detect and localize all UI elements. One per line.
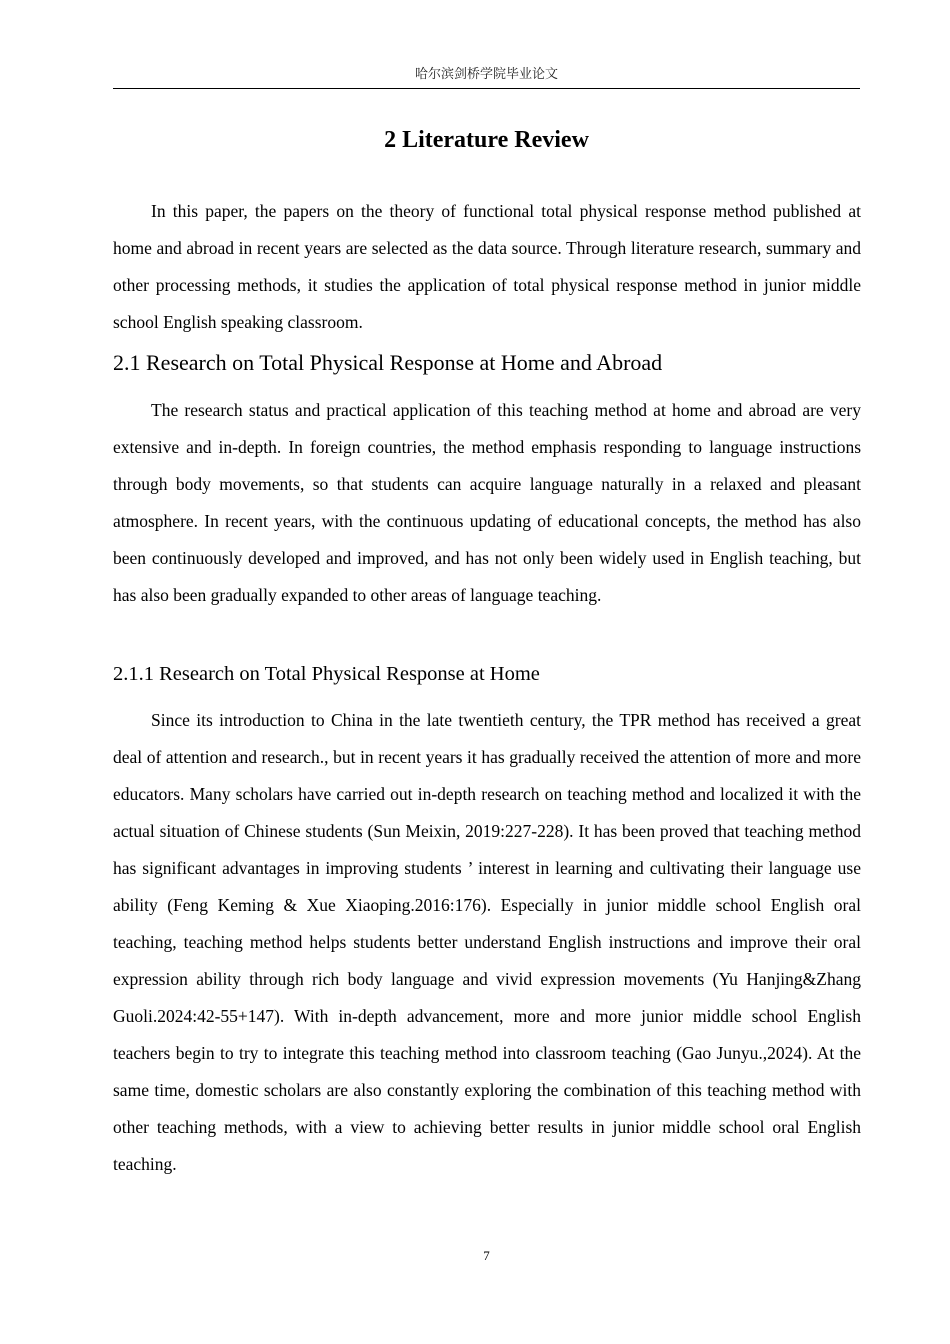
section-heading-2-1-1: 2.1.1 Research on Total Physical Response at Home: [113, 663, 540, 685]
intro-paragraph: In this paper, the papers on the theory of functional total physical response method published at home and abroad in recent years are selected as the data source. Through literature research, summary and other processing methods, it studies the application of total physical response method in junior middle school English speaking classroom.: [113, 201, 861, 332]
page-number: 7: [483, 1248, 490, 1263]
section-heading-2-1: 2.1 Research on Total Physical Response at Home and Abroad: [113, 350, 663, 375]
running-header: 哈尔滨剑桥学院毕业论文: [414, 67, 558, 82]
section-2-1-paragraph: The research status and practical application of this teaching method at home and abroad are very extensive and in-depth. In foreign countries, the method emphasis responding to language instructions through body movements, so that students can acquire language naturally in a relaxed and pleasant atmosphere. In recent years, with the continuous updating of educational concepts, the method has also been continuously developed and improved, and has not only been widely used in English teaching, but has also been gradually expanded to other areas of language teaching.: [113, 400, 861, 605]
section-2-1-1-paragraph: Since its introduction to China in the late twentieth century, the TPR method has received a great deal of attention and research., but in recent years it has gradually received the attention of more and more educators. Many scholars have carried out in-depth research on teaching method and localized it with the actual situation of Chinese students (Sun Meixin, 2019:227-228). It has been proved that teaching method has significant advantages in improving students ’ interest in learning and cultivating their language use ability (Feng Keming & Xue Xiaoping.2016:176). Especially in junior middle school English oral teaching, teaching method helps students better understand English instructions and improve their oral expression ability through rich body language and vivid expression movements (Yu Hanjing&Zhang Guoli.2024:42-55+147). With in-depth advancement, more and more junior middle school English teachers begin to try to integrate this teaching method into classroom teaching (Gao Junyu.,2024). At the same time, domestic scholars are also constantly exploring the combination of this teaching method with other teaching methods, with a view to achieving better results in junior middle school oral English teaching.: [113, 710, 861, 1174]
header-rule: [113, 88, 860, 89]
chapter-title: 2 Literature Review: [384, 127, 589, 153]
